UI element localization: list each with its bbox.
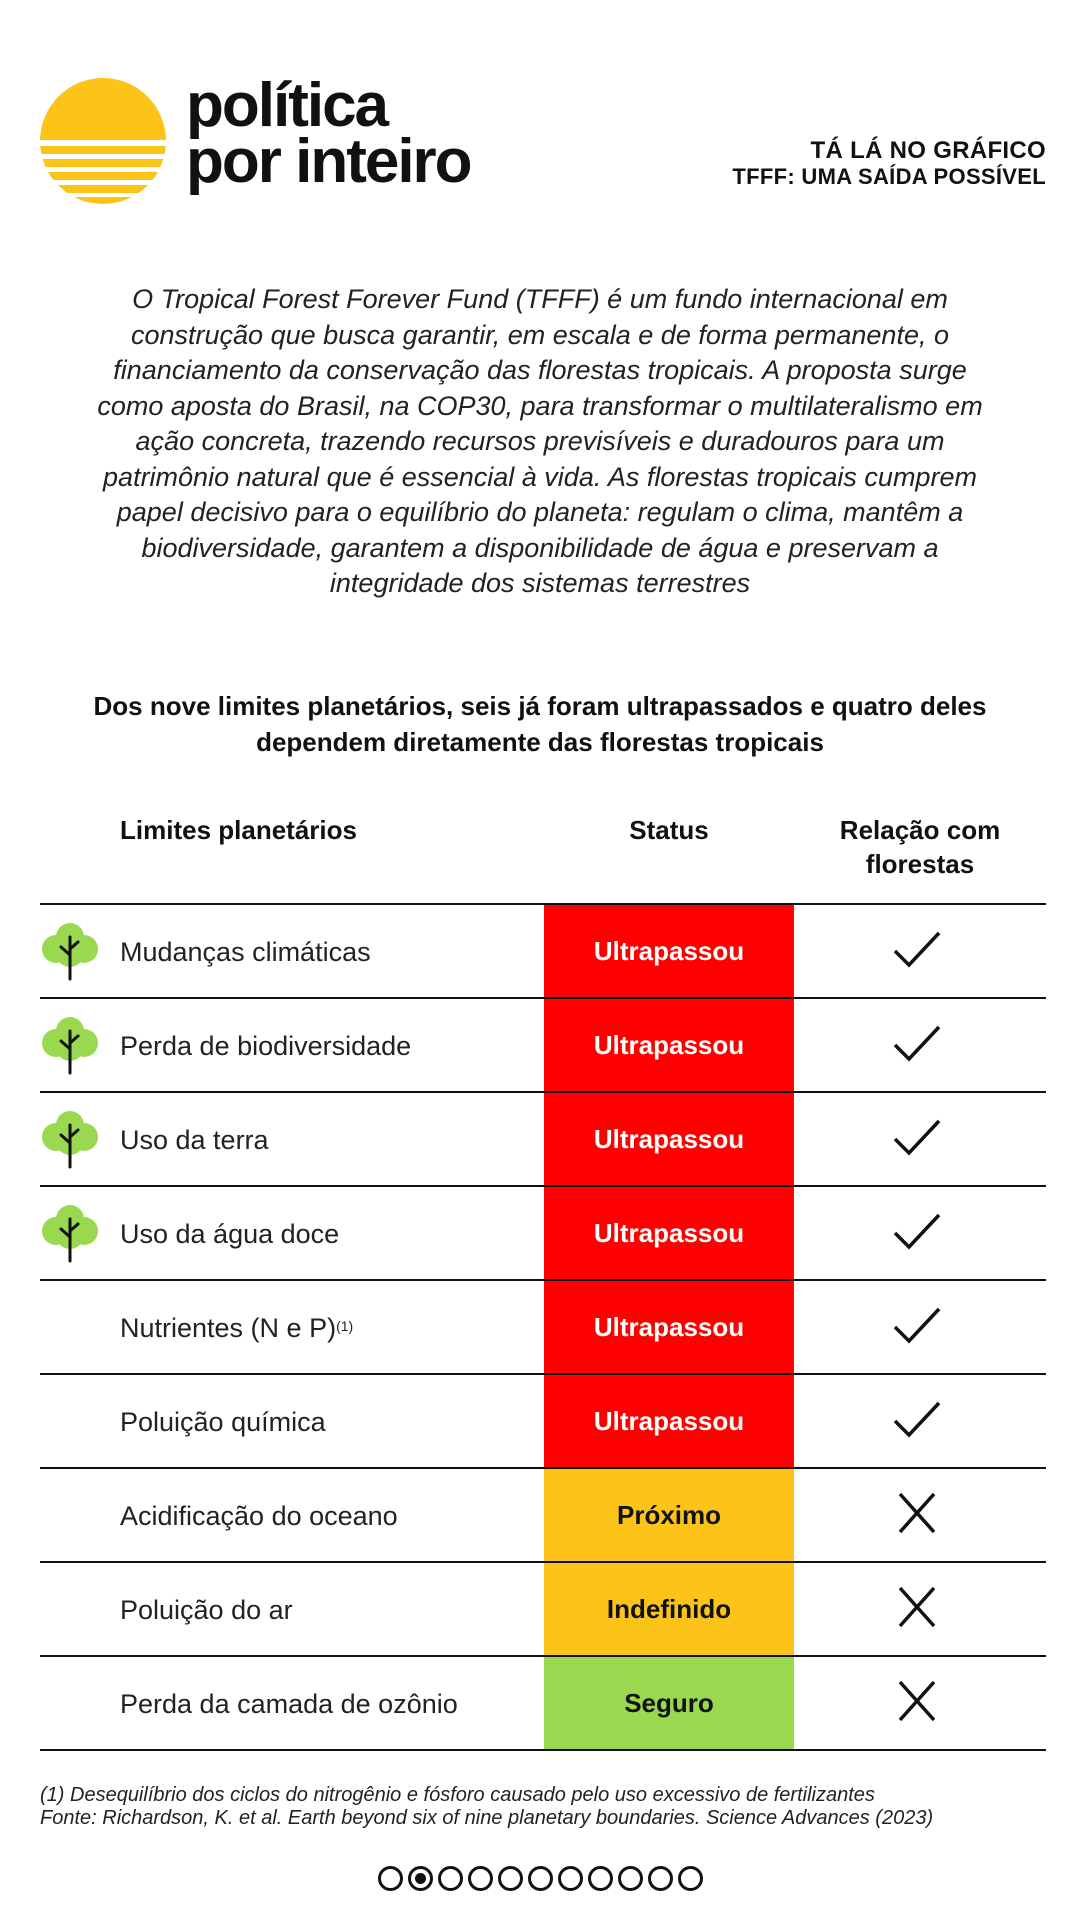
footnote-line-1: (1) Desequilíbrio dos ciclos do nitrogênio e fósforo causado pelo uso excessivo de fertilizantes — [40, 1784, 875, 1806]
cross-icon — [892, 1679, 942, 1723]
pagination-dot[interactable] — [618, 1866, 643, 1891]
limit-label — [120, 935, 371, 969]
status-badge: Seguro — [544, 1657, 794, 1749]
limit-label — [120, 1123, 269, 1157]
limit-label-text: Perda de biodiversidade — [120, 1031, 412, 1061]
table-row — [40, 1563, 1046, 1657]
pagination-dot[interactable] — [378, 1866, 403, 1891]
footnote-line-2: Fonte: Richardson, K. et al. Earth beyond six of nine planetary boundaries. Science Advances (2023) — [40, 1807, 934, 1829]
logo-sun-icon — [40, 78, 166, 204]
series-header — [732, 138, 1046, 190]
pagination-dot[interactable] — [528, 1866, 553, 1891]
status-badge: Ultrapassou — [544, 1375, 794, 1467]
check-icon — [892, 1115, 942, 1159]
limit-label-text: Perda da camada de ozônio — [120, 1689, 458, 1719]
table-row — [40, 1187, 1046, 1281]
limit-label-text: Nutrientes (N e P) — [120, 1313, 337, 1343]
check-icon — [892, 1397, 942, 1441]
limit-label — [120, 1593, 293, 1627]
series-subtitle: TFFF: UMA SAÍDA POSSÍVEL — [732, 164, 1046, 189]
pagination-dot[interactable] — [408, 1866, 433, 1891]
table-row — [40, 1657, 1046, 1751]
limit-label-text: Poluição química — [120, 1407, 326, 1437]
status-badge: Ultrapassou — [544, 905, 794, 997]
series-title: TÁ LÁ NO GRÁFICO — [810, 137, 1046, 164]
pagination-dot[interactable] — [558, 1866, 583, 1891]
status-badge: Ultrapassou — [544, 1187, 794, 1279]
limit-label-text: Mudanças climáticas — [120, 937, 371, 967]
footnote-marker: (1) — [336, 1318, 354, 1334]
cross-icon — [892, 1585, 942, 1629]
status-badge: Indefinido — [544, 1563, 794, 1655]
limit-label — [120, 1029, 411, 1063]
pagination-dot[interactable] — [498, 1866, 523, 1891]
pagination-dot[interactable] — [648, 1866, 673, 1891]
limit-label-text: Acidificação do oceano — [120, 1501, 398, 1531]
limit-label — [120, 1687, 458, 1721]
pagination-dot[interactable] — [588, 1866, 613, 1891]
column-header-relation-line2: florestas — [865, 849, 975, 879]
intro-paragraph: O Tropical Forest Forever Fund (TFFF) é um fundo internacional em construção que busca garantir, em escala e de forma permanente, o financiamento da conservação das florestas tropicais. A proposta surge como aposta do Brasil, na COP30, para transformar o multilateralismo em ação concreta, trazendo recursos previsíveis e duradouros para um patrimônio natural que é essencial à vida. As florestas tropicais cumprem papel decisivo para o equilíbrio do planeta: regulam o clima, mantêm a biodiversidade, garantem a disponibilidade de água e preservam a integridade dos sistemas terrestres — [97, 284, 983, 598]
check-icon — [892, 927, 942, 971]
check-icon — [892, 1021, 942, 1065]
limit-label — [120, 1311, 353, 1345]
pagination-dot[interactable] — [438, 1866, 463, 1891]
pagination-dots — [378, 1866, 703, 1892]
table-row — [40, 1469, 1046, 1563]
status-badge: Ultrapassou — [544, 999, 794, 1091]
brand-line-1: política — [186, 71, 388, 140]
brand-line-2: por inteiro — [186, 127, 471, 196]
limit-label-text: Poluição do ar — [120, 1595, 293, 1625]
tree-icon — [40, 1109, 100, 1169]
check-icon — [892, 1209, 942, 1253]
footnote — [40, 1784, 933, 1830]
section-subheading: Dos nove limites planetários, seis já foram ultrapassados e quatro deles dependem diretamente das florestas tropicais — [93, 691, 987, 757]
cross-icon — [892, 1491, 942, 1535]
status-badge: Ultrapassou — [544, 1281, 794, 1373]
limit-label-text: Uso da terra — [120, 1125, 269, 1155]
table-row — [40, 1093, 1046, 1187]
pagination-dot[interactable] — [468, 1866, 493, 1891]
column-header-limits: Limites planetários — [120, 815, 357, 845]
limit-label — [120, 1405, 326, 1439]
table-row — [40, 999, 1046, 1093]
limits-table — [40, 903, 1046, 1751]
status-badge: Ultrapassou — [544, 1093, 794, 1185]
column-header-relation-line1: Relação com — [839, 815, 1001, 845]
pagination-dot[interactable] — [678, 1866, 703, 1891]
brand-wordmark — [186, 71, 471, 196]
limit-label-text: Uso da água doce — [120, 1219, 340, 1249]
limit-label — [120, 1499, 398, 1533]
tree-icon — [40, 921, 100, 981]
tree-icon — [40, 1015, 100, 1075]
limit-label — [120, 1217, 339, 1251]
tree-icon — [40, 1203, 100, 1263]
table-row — [40, 1375, 1046, 1469]
table-row — [40, 905, 1046, 999]
check-icon — [892, 1303, 942, 1347]
column-header-relation — [810, 813, 1030, 881]
column-header-status: Status — [629, 815, 709, 845]
table-row — [40, 1281, 1046, 1375]
status-badge: Próximo — [544, 1469, 794, 1561]
